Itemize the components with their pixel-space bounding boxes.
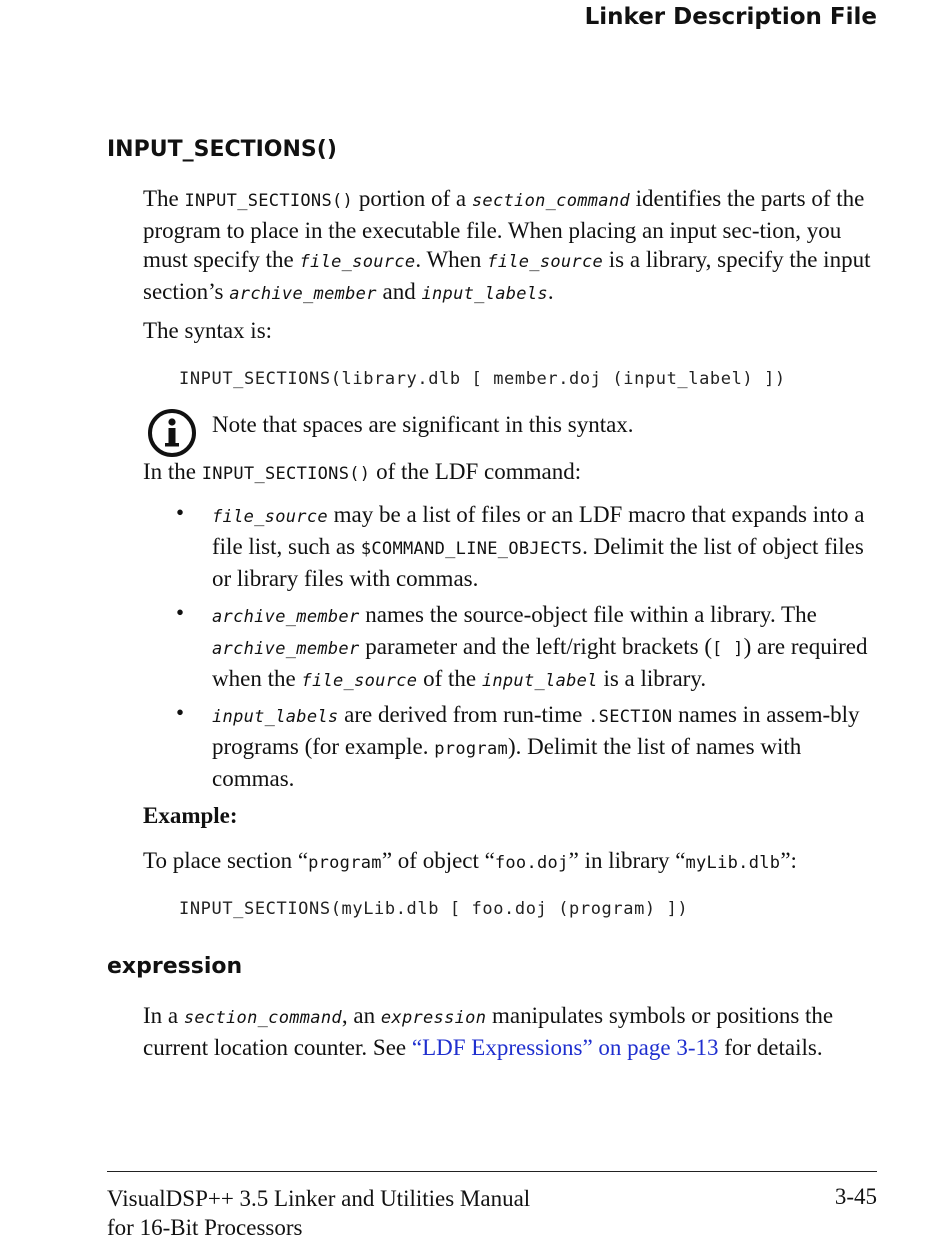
bullet-marker: • <box>176 700 185 725</box>
ldf-command-intro: In the INPUT_SECTIONS() of the LDF command: <box>143 459 582 484</box>
example-description: To place section “program” of object “foo.doj” in library “myLib.dlb”: <box>143 848 797 873</box>
syntax-label: The syntax is: <box>143 318 273 343</box>
ldf-expressions-link[interactable]: “LDF Expressions” on page 3-13 <box>411 1035 719 1060</box>
footer-manual-line-2: for 16-Bit Processors <box>107 1215 303 1240</box>
intro-paragraph: The INPUT_SECTIONS() portion of a section_command identifies the parts of the program to place in the executable file. When placing an input sec-tion, you must specify the file_source. When file_source is a library, specify the input section’s archive_member and input_labels. <box>143 186 871 304</box>
bullet-marker: • <box>176 600 185 625</box>
footer-manual-line-1: VisualDSP++ 3.5 Linker and Utilities Manual <box>107 1186 531 1211</box>
syntax-code: INPUT_SECTIONS(library.dlb [ member.doj (input_label) ]) <box>179 369 786 389</box>
footer-manual-title <box>107 1184 530 1242</box>
page-number: 3-45 <box>834 1184 877 1209</box>
footer-divider <box>107 1171 877 1172</box>
bullet-item-archive-member: archive_member names the source-object file within a library. The archive_member parameter and the left/right brackets ([ ]) are required when the file_source of the input_label is a library. <box>212 602 868 691</box>
bullet-item-input-labels: input_labels are derived from run-time .SECTION names in assem-bly programs (for example. program). Delimit the list of names with commas. <box>212 702 860 791</box>
expression-paragraph: In a section_command, an expression manipulates symbols or positions the current location counter. See “LDF Expressions” on page 3-13 for details. <box>143 1003 834 1060</box>
section-heading-expression: expression <box>107 954 243 979</box>
bullet-marker: • <box>176 500 185 525</box>
bullet-item-file-source: file_source may be a list of files or an LDF macro that expands into a file list, such as $COMMAND_LINE_OBJECTS. Delimit the list of object files or library files with commas. <box>212 502 865 591</box>
running-header: Linker Description File <box>584 4 877 30</box>
example-code: INPUT_SECTIONS(myLib.dlb [ foo.doj (program) ]) <box>179 899 689 919</box>
note-text: Note that spaces are significant in this syntax. <box>212 412 634 437</box>
info-icon <box>147 408 197 458</box>
example-label: Example: <box>143 803 238 828</box>
section-heading-input-sections: INPUT_SECTIONS() <box>107 137 337 162</box>
